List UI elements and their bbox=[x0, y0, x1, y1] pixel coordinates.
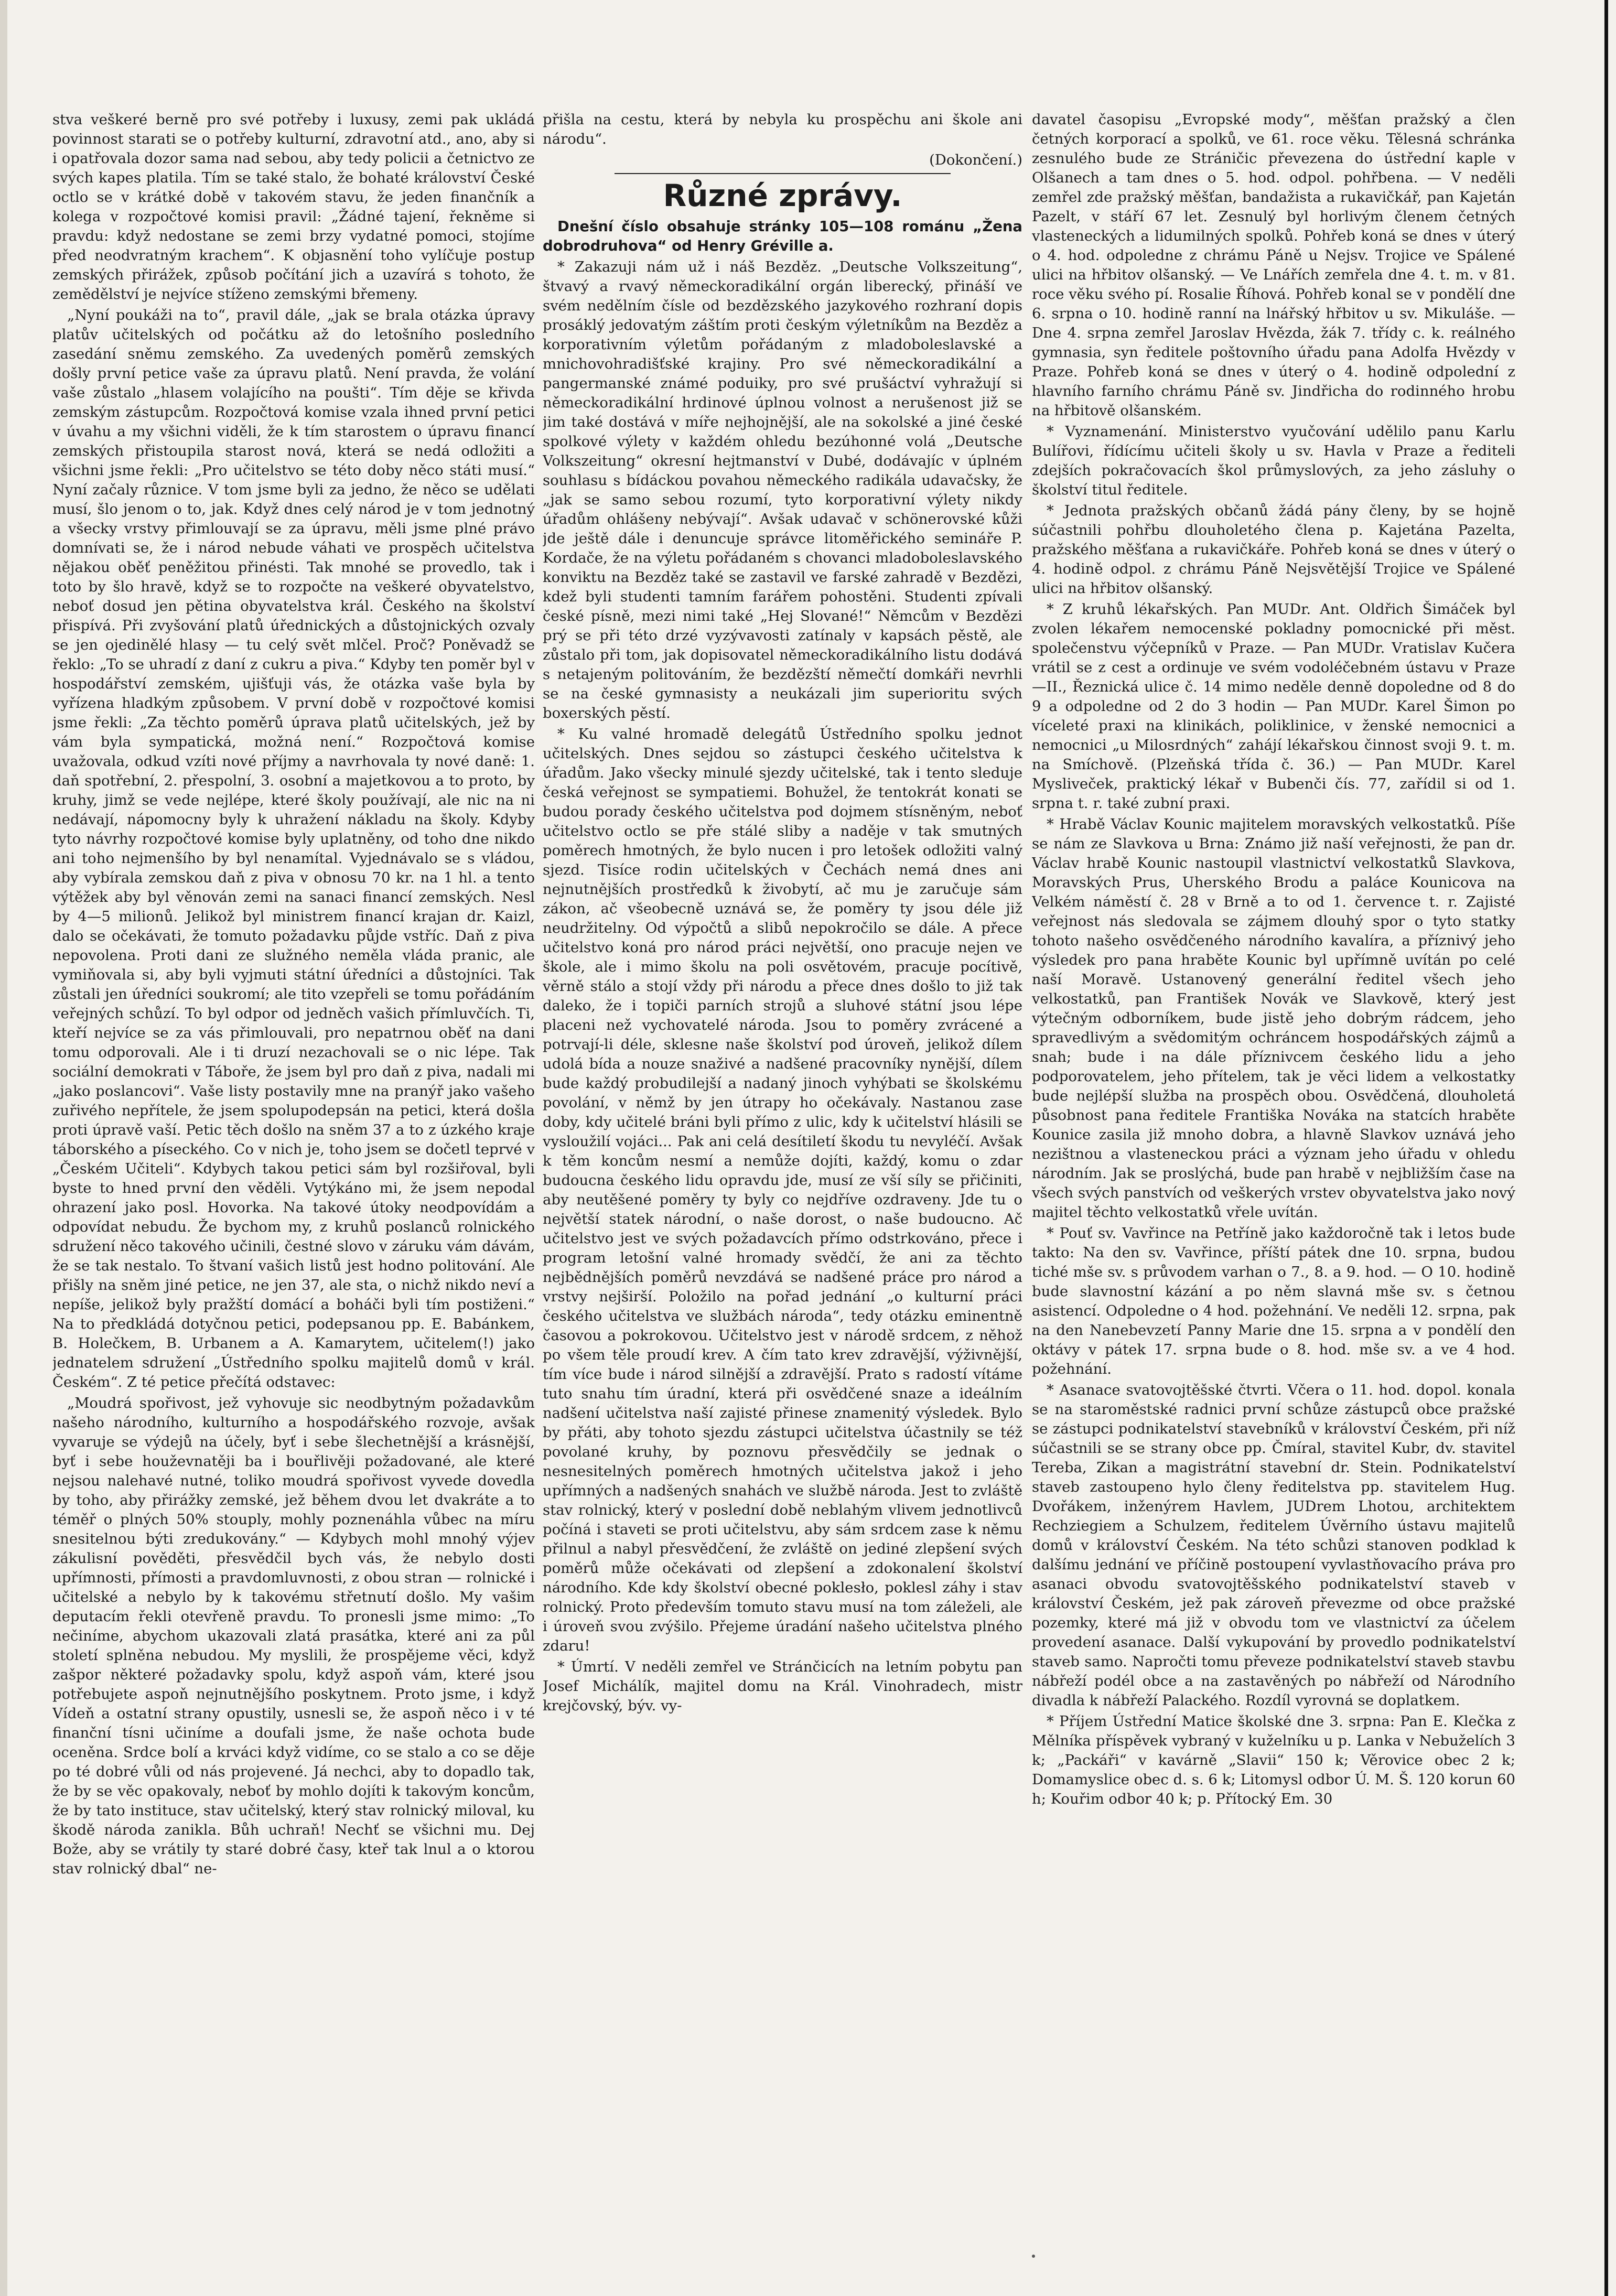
scan-left-edge bbox=[0, 0, 7, 2296]
news-item: * Z kruhů lékařských. Pan MUDr. Ant. Oldřich Šimáček byl zvolen lékařem nemocenské pokladny pomocnické při měst. společenstvu výčepníků v Praze. — Pan MUDr. Vratislav Kučera vrátil se z cest a ordinuje ve svém vodoléčebném ústavu v Praze—II., Řeznická ulice č. 14 mimo neděle denně dopoledne od 8 do 9 a odpoledne od 2 do 3 hodin — Pan MUDr. Karel Šimon po víceleté praxi na klinikách, poliklinice, v ženské nemocnici a nemocnici „u Milosrdných“ zahájí lékařskou činnost svoji 9. t. m. na Smíchově. (Plzeňská třída č. 36.) — Pan MUDr. Karel Mysliveček, praktický lékař v Bubenči čís. 77, zařídil si od 1. srpna t. r. také zubní praxi. bbox=[1032, 601, 1515, 812]
article-continuation: stva veškeré berně pro své potřeby i luxusy, zemi pak ukládá povinnost starati se o potřeby kulturní, zdravotní atd., ano, aby si i opatřovala dozor sama nad sebou, aby tedy policii a četnictvo ze svých kapes platila. Tím se také stalo, že bohaté království České octlo se v krátké době v takovém stavu, že jeden finančník a kolega v rozpočtové komisi pravil: „Žádné tajení, řekněme si pravdu: když nedostane se zemi brzy vydatné pomoci, stojíme před neodvratným krachem“. K objasnění toho vylíčuje postup zemských přirážek, způsob počítání jich a uzavírá s tohoto, že zemědělství je nejvíce stíženo zemskými břemeny. bbox=[52, 111, 535, 303]
column-2 bbox=[543, 110, 1022, 2275]
news-item: * Ku valné hromadě delegátů Ústředního spolku jednot učitelských. Dnes sejdou so zástupci českého učitelstva k úřadům. Jako všecky minulé sjezdy učitelské, tak i tento sleduje česká veřejnost se sympatiemi. Bohužel, že tentokrát konati se budou porady českého učitelstva pod dojmem stísněným, neboť učitelstvo octlo se pře stálé sliby a naděje v tak smutných poměrech hmotných, že bylo nucen i pro letošek odložiti valný sjezd. Tisíce rodin učitelských v Čechách nemá dnes ani nejnutnějších prostředků k živobytí, ač mu je zaručuje sám zákon, ač všeobecně uznává se, že poměry ty jsou déle již neudržitelny. Od výpočtů a slibů nepokročilo se dále. A přece učitelstvo koná pro národ práci největší, ono pracuje nejen ve škole, ale i mimo školu na poli osvětovém, pracuje pocítivě, věrně stálo a stojí vždy při národu a přece dnes došlo to již tak daleko, že i topiči parních strojů a sluhové státní jsou lépe placeni než vychovatelé národa. Jsou to poměry zvrácené a potrvají-li déle, sklesne naše školství pod úroveň, jelikož dílem udolá bída a nouze snaživé a nadšené pracovníky nynější, dílem bude každý probudilejší a nadaný jinoch vyhýbati se školskému povolání, v němž by jen útrapy ho očekávaly. Nastanou zase doby, kdy učitelé bráni byli přímo z ulic, kdy k učitelství hlásili se vysloužilí vojáci... Pak ani celá desítiletí škodu tu nevyléčí. Avšak k těm koncům nesmí a nemůže dojíti, každý, komu o zdar budoucna českého lidu opravdu jde, musí ze vší síly se přičiniti, aby neutěšené poměry ty byly co nejdříve ozdraveny. Jde tu o největší statek národní, o naše dorost, o naše budoucno. Ač učitelstvo jest ve svých požadavcích přímo odstrkováno, přece i program letošní valné hromady svědčí, že ani za těchto nejbědnějších poměrů nevzdává se nadšené práce pro národ a vrstvy nejširší. Položilo na pořad jednání „o kulturní práci českého učitelstva ve službách národa“, tedy otázku eminentně časovou a pokrokovou. Učitelstvo jest v národě srdcem, z něhož po všem těle proudí krev. A čím tato krev zdravější, výživnější, tím více bude i národ silnější a zdravější. Prato s radostí vítáme tuto snahu tím úradní, která při osvědčené snaze a ideálním nadšení učitelstva naší zajisté přinese znamenitý výsledek. Bylo by přáti, aby tohoto sjezdu zástupci učitelstva účastnily se též povolané kruhy, by poznovu přesvědčily se jednak o nesnesitelných poměrech hmotných učitelstva jakož i jeho upřímných a nadšených snahách ve službě národa. Jest to zvláště stav rolnický, který v poslední době neblahým vlivem jednotlivců počíná i staveti se proti učitelstvu, aby sám srdcem zase k němu přilnul a nabyl přesvědčení, že zvláště on jediné zlepšení svých poměrů může očekávati od zlepšení a zdokonalení školství národního. Kde kdy školství obecné poklesło, poklesl záhy i stav rolnický. Proto především tomuto stavu musí na tom záleželi, ale i úroveň svou zvýšilo. Přejeme úradání našeho učitelstva plného zdaru! bbox=[543, 726, 1022, 1654]
column-1 bbox=[52, 110, 535, 2275]
news-item: * Hrabě Václav Kounic majitelem moravských velkostatků. Píše se nám ze Slavkova u Brna: Známo již naší veřejnosti, že pan dr. Václav hrabě Kounic nastoupil vlastnictví velkostatků Slavkova, Moravských Prus, Uherského Brodu a paláce Kounicova na Velkém náměstí č. 28 v Brně a to od 1. července t. r. Zajisté veřejnost nás sledovala se zájmem dlouhý spor o tyto statky tohoto našeho osvědčeného národního kavalíra, a příznivý jeho výsledek pro pana hraběte Kounic byl upřímně uvítán po celé naší Moravě. Ustanovený generální ředitel všech jeho velkostatků, pan František Novák ve Slavkově, který jest výtečným odborníkem, bude jistě jeho dobrým rádcem, jeho spravedlivým a svědomitým ochráncem hospodářských zájmů a snah; bude i na dále příznivcem českého lidu a jeho podporovatelem, jeho přítelem, tak je věci lidem a velkostatky bude nejlépší služba na prospěch obou. Osvědčená, dlouholetá působnost pana ředitele Františka Nováka na statcích hraběte Kounice zasila již mnoho dobra, a hlavně Slavkov uznává jeho nezištnou a vlasteneckou práci a význam jeho úřadu v ohledu národním. Jak se proslýchá, bude pan hrabě v nejbližším čase na všech svých panstvích od veškerých vrstev obyvatelstva jako nový majitel těchto velkostatků vřele uvítán. bbox=[1032, 816, 1515, 1221]
scan-speck bbox=[1032, 2255, 1035, 2258]
news-item: * Pouť sv. Vavřince na Petříně jako každoročně tak i letos bude takto: Na den sv. Vavřince, příští pátek dne 10. srpna, budou tiché mše sv. s průvodem varhan o 7., 8. a 9. hod. — O 10. hodině bude slavnostní kázání a po něm slavná mše sv. s četnou asistencí. Odpoledne o 4 hod. požehnání. Ve neděli 12. srpna, pak na den Nanebevzetí Panny Marie dne 15. srpna a v pondělí den oktávy v pátek 17. srpna bude o 8. hod. mše sv. a ve 4 hod. požehnání. bbox=[1032, 1225, 1515, 1377]
section-divider bbox=[615, 173, 951, 174]
news-item: * Vyznamenání. Ministerstvo vyučování udělilo panu Karlu Bulířovi, řídícímu učiteli školy u sv. Havla v Praze a řediteli zdejších pokračovacích škol průmyslových, za jeho zásluhy o školství titul ředitele. bbox=[1032, 423, 1515, 498]
news-item: davatel časopisu „Evropské mody“, měšťan pražský a člen četných korporací a spolků, ve 61. roce věku. Tělesná schránka zesnulého bude ze Stráničic převezena do ústřední kaple v Olšanech a tam dnes o 5. hod. odpol. pohřbena. — V neděli zemřel zde pražský měšťan, bandažista a rukavičkář, pan Kajetán Pazelt, v stáří 67 let. Zesnulý byl horlivým členem četných vlasteneckých a lidumilných spolků. Pohřeb koná se dnes v úterý o 4. hod. odpoledne z chrámu Páně u Nejsv. Trojice ve Spálené ulici na hřbitov olšanský. — Ve Lnářích zemřela dne 4. t. m. v 81. roce věku svého pí. Rosalie Říhová. Pohřeb konal se v pondělí dne 6. srpna o 10. hodině ranní na lnářský hřbitov u sv. Mikuláše. — Dne 4. srpna zemřel Jaroslav Hvězda, žák 7. třídy c. k. reálného gymnasia, syn ředitele poštovního úřadu pana Adolfa Hvězdy v Praze. Pohřeb koná se dnes v úterý o 4. hodině odpolední z hlavního farního chrámu Páně sv. Jindřicha do rodinného hrobu na hřbitově olšanském. bbox=[1032, 111, 1515, 419]
section-heading: Různé zprávy. bbox=[663, 178, 902, 213]
news-item: * Jednota pražských občanů žádá pány členy, by se hojně súčastnili pohřbu dlouholetého člena p. Kajetána Pazelta, pražského měšťana a rukavičkáře. Pohřeb koná se dnes v úterý o 4. hodině odpol. z chrámu Páně Nejsvětější Trojice ve Spálené ulici na hřbitov olšanský. bbox=[1032, 502, 1515, 597]
column-3 bbox=[1032, 110, 1515, 2275]
news-item: * Úmrtí. V neděli zemřel ve Stránčicích na letním pobytu pan Josef Michálík, majitel domu na Král. Vinohradech, mistr krejčovský, býv. vy- bbox=[543, 1658, 1022, 1714]
news-item: * Asanace svatovojtěšské čtvrti. Včera o 11. hod. dopol. konala se na staroměstské radnici první schůze zástupců obce pražské se zástupci podnikatelství stavebníků v království Českém, při níž súčastnili se se strany obce pp. Čmíral, stavitel Kubr, dv. stavitel Tereba, Zikan a magistrátní stavební dr. Stein. Podnikatelství staveb zastoupeno hylo členy ředitelstva pp. stavitelem Hug. Dvořákem, inženýrem Havlem, JUDrem Lhotou, architektem Rechziegiem a Schulzem, ředitelem Úvěrního ústavu majitelů domů v království Českém. Na této schůzi stanoven podklad k dalšímu jednání ve příčině postoupení vyvlastňovacího práva pro asanaci obvodu svatovojtěšského podnikatelství staveb v království Českém, jež pak zároveň převezme od obce pražské pozemky, které má již v obvodu tom ve vlastnictví za účelem provedení asanace. Další vykupování by provedlo podnikatelství staveb samo. Napročti tomu převeze podnikatelství staveb stavbu nábřeží podél obce a na zastavěných po nábřeží od Národního divadla k nábřeží Palackého. Rozdíl vyrovná se doplatkem. bbox=[1032, 1382, 1515, 1709]
article-ending: přišla na cestu, která by nebyla ku prospěchu ani škole ani národu“. bbox=[543, 111, 1022, 147]
speech-paragraph: „Nyní poukáži na to“, pravil dále, „jak se brala otázka úpravy platův učitelských od počátku až do letošního posledního zasedání sněmu zemského. Za uvedených poměrů zemských došly první petice vaše za úpravu platů. Není pravda, že volání vaše zůstalo „hlasem volajícího na poušti“. Tím děje se křivda zemským zástupcům. Rozpočtová komise vzala ihned první petici v úvahu a my všichni viděli, že k tím starostem o úpravu financí zemských přistoupila starost nová, která se nedá odložiti a všichni jsme řekli: „Pro učitelstvo se této doby něco státi musí.“ Nyní začaly různice. V tom jsme byli za jedno, že něco se udělati musí, šlo jenom o to, jak. Když dnes celý národ je v tom jednotný a všecky vrstvy přimlouvají se za úpravu, měli jsme plné právo domnívati se, že i národ nebude váhati ve prospěch učitelstva nějakou oběť peněžitou přinésti. Tak mnohé se provedlo, tak i toto by šlo hravě, když se to rozpočte na veškeré obyvatelstvo, neboť dosud jen pětina obyvatelstva král. Českého na školství přispívá. Při zvyšování platů úřednických a důstojnických ozvaly se jen ojedinělé hlasy — tu celý svět mlčel. Proč? Poněvadž se řeklo: „To se uhradí z daní z cukru a piva.“ Kdyby ten poměr byl v hospodářství zemském, ujišťuji vás, že otázka vaše byla by vyřízena hladkým způsobem. V první době v rozpočtové komisi jsme řekli: „Za těchto poměrů úprava platů učitelských, jež by vám byla sympatická, možná není.“ Rozpočtová komise uvažovala, odkud vzíti nové příjmy a navrhovala ty nové daně: 1. daň spotřební, 2. přespolní, 3. osobní a majetkovou a to proto, by kruhy, jimž se vede nejlépe, které školy používají, ale nic na ni nedávají, nápomocny byly k uhražení nákladu na školy. Kdyby tyto návrhy rozpočtové komise byly uplatněny, od toho dne nikdo ani toho nejmenšího by byl nenamítal. Vyjednávalo se s vládou, aby vybírala zemskou daň z piva v obnosu 70 kr. na 1 hl. a tento výtěžek aby byl věnován zemi na sanaci financí zemských. Nesl by 4—5 milionů. Jelikož byl ministrem financí krajan dr. Kaizl, dalo se očekávati, že tomuto požadavku půjde vstříc. Daň z piva nepovolena. Proti dani ze služného neměla vláda pranic, ale vymiňovala si, aby byli vyjmuti státní úředníci a důstojníci. Tak zůstali jen úředníci soukromí; ale tito vzepřeli se tomu pořádáním veřejných schůzí. To byl odpor od jedněch vašich přímluvčích. Ti, kteří nejvíce se za vás přimlouvali, pro nepatrnou oběť na dani tomu odporovali. Ale i ti druzí nezachovali se o nic lépe. Tak sociální demokrati v Táboře, že jsem byl pro daň z piva, nadali mi „jako poslancovi“. Vaše listy postavily mne na pranýř jako vašeho zuřivého nepřítele, že jsem spolupodepsán na petici, která došla proti úpravě vaší. Petic těch došlo na sněm 37 a to z úzkého kraje táborského a píseckého. Co v nich je, toho jsem se dočetl teprvé v „Českém Učiteli“. Kdybych takou petici sám byl rozšiřoval, byli byste to hned první den věděli. Vytýkáno mi, že jsem nepodal ohrazení jako posl. Hovorka. Na takové útoky neodpovídám a odpovídat nebudu. Že bychom my, z kruhů poslanců rolnického sdružení něco takového učinili, čestné slovo v záruku vám dávám, že se tak nestalo. To štvaní vašich listů jest hodno politování. Ale přišly na sněm jiné petice, ne jen 37, ale sta, o nichž nikdo neví a nepíše, jelikož byly pražští domácí a boháči byli tím postiženi.“ Na to předkládá dotyčnou petici, podepsanou pp. E. Babánkem, B. Holečkem, B. Urbanem a A. Kamarytem, učitelem(!) jako jednatelem sdružení „Ústředního spolku majitelů domů v král. Českém“. Z té petice přečítá odstavec: bbox=[52, 307, 535, 1390]
continuation-note: (Dokončení.) bbox=[929, 152, 1022, 168]
notice-novel: Dnešní číslo obsahuje stránky 105—108 románu „Žena dobrodruhova“ od Henry Gréville a. bbox=[543, 218, 1022, 254]
binding-rod bbox=[1604, 0, 1608, 2296]
speech-paragraph: „Moudrá spořivost, jež vyhovuje sic neodbytným požadavkům našeho národního, kulturního a hospodářského rozvoje, avšak vyvaruje se výdejů na účely, byť i sebe šlechetnější a krásnější, byť i sebe houževnatěji ba i bouřlivěji požadované, ale které nejsou nalehavé nutné, toliko moudrá spořivost vyvede dovedla by toho, aby přirážky zemské, jež během dvou let dvakráte a to téměř o plných 50% stouply, mohly poznenáhla vůbec na míru snesitelnou býti zredukovány.“ — Kdybych mohl mnohý výjev zákulisní pověděti, přesvědčil bych vás, že nebylo dosti upřímnosti, přímosti a pravdomluvnosti, z obou stran — rolnické i učitelské a nebylo by k takovému střetnutí došlo. My vašim deputacím řekli otevřeně pravdu. To pronesli jsme mimo: „To nečiníme, abychom ukazovali zlatá prasátka, které ani za půl století splněna nebudou. My myslili, že prospějeme věci, když zašpor některé požadavky spolu, když aspoň vám, které jsou potřebujete aspoň nejnutnějšího poskytnem. Proto jsme, i když Vídeň a ostatní strany opustily, usnesli se, že aspoň něco i v té finanční tísni učiníme a doufali jsme, že naše ochota bude oceněna. Srdce bolí a krváci když vidíme, co se stalo a co se děje po té dobré vůli od nás projevené. Já nechci, aby to dopadlo tak, že by se věc opakovaly, neboť by mohlo dojíti k takovým koncům, že by tato instituce, stav učitelský, který stav rolnický miloval, ku škodě národa zanikla. Bůh uchraň! Nechť se všichni mu. Dej Bože, aby se vrátily ty staré dobré časy, kteř tak lnul a o ktorou stav rolnický dbal“ ne- bbox=[52, 1395, 535, 1877]
news-item: * Zakazuji nám už i náš Bezděz. „Deutsche Volkszeitung“, štvavý a rvavý německoradikální orgán liberecký, přináší ve svém nedělním čísle od bezdězského jazykového rozhraní dopis prosáklý jedovatým záštím proti českým výletníkům na Bezděz a korporativním výletům pořádaným z mladoboleslavské a mnichovohradišťské krajiny. Pro své německoradikální a pangermanské známé poduiky, pro své prušáctví vyhražují si německoradikální hrdinové úplnou volnost a nerušenost již se jim také dostává v míře nejhojnější, ale na sokolské a jiné české spolkové výlety v každém ohledu bezúhonné volá „Deutsche Volkszeitung“ okresní hejtmanství v Dubé, dodávajíc v úplném souhlasu s bídáckou povahou německého radikála udavačsky, že „jak se samo sebou rozumí, tyto korporativní výlety nikdy úřadům ohlášeny nebývají“. Avšak udavač v schönerovské kůži jde ještě dále i denuncuje správce litoměřického semináře P. Kordače, že na výletu pořádaném s chovanci mladoboleslavského konviktu na Bezděz také se zastavil ve farské zahradě v Bezdězi, kdež byli studenti tamním farářem pohostěni. Studenti zpívali české písně, mezi nimi také „Hej Slované!“ Němcům v Bezdězi prý se při této drzé vyzývavosti zatínaly v kapsách pěstě, ale zůstalo při tom, jak dopisovatel německoradikálního listu dodává s netajeným politováním, že bezdězští němečtí domkáři nevrhli se na české gymnasisty a neukázali jim superioritu svých boxerských pěstí. bbox=[543, 258, 1022, 721]
news-item: * Příjem Ústřední Matice školské dne 3. srpna: Pan E. Klečka z Mělníka příspěvek vybraný v kuželníku u p. Lanka v Nebuželích 3 k; „Packáři“ v kavárně „Slavii“ 150 k; Věrovice obec 2 k; Domamyslice obec d. s. 6 k; Litomysl odbor Ú. M. Š. 120 korun 60 h; Kouřim odbor 40 k; p. Přítocký Em. 30 bbox=[1032, 1713, 1515, 1807]
